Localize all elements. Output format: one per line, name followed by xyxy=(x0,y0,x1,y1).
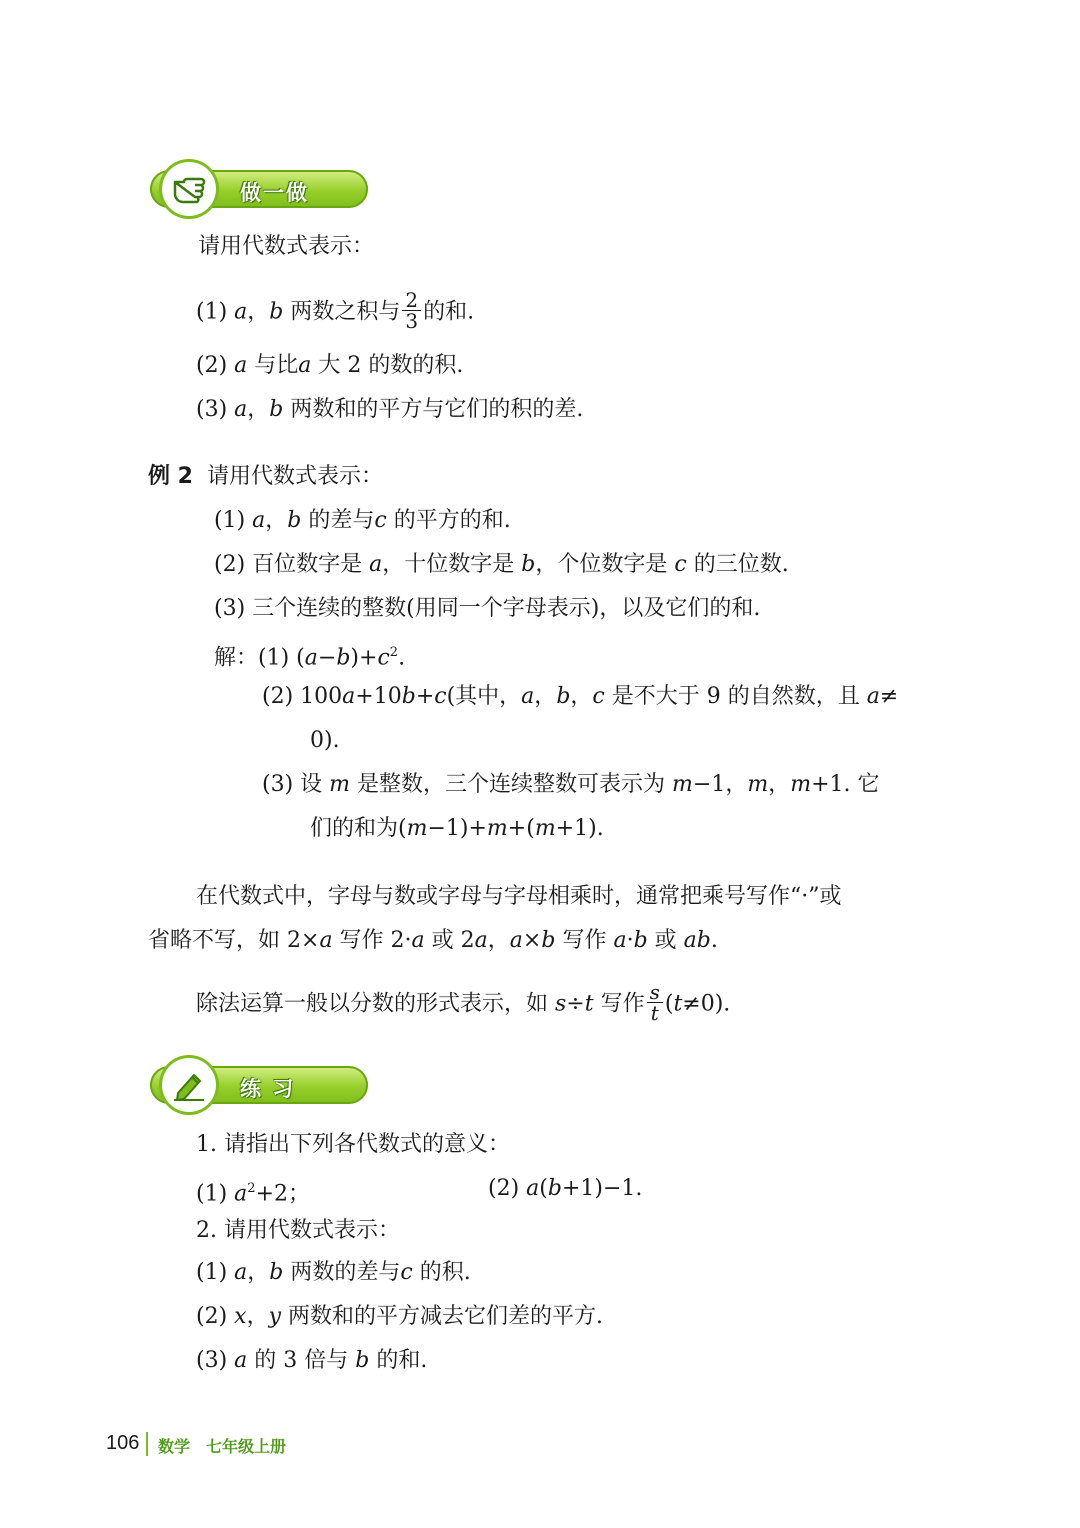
notation-paragraph-line-1: 在代数式中，字母与数或字母与字母相乘时，通常把乘号写作“·”或 xyxy=(196,884,842,909)
fraction: $\frac{2}{3}$ xyxy=(402,290,421,331)
hand-icon xyxy=(162,162,216,216)
exercise-question-1: 1. 请指出下列各代数式的意义： xyxy=(196,1132,510,1157)
solution-2-continued: 0). xyxy=(310,728,340,753)
exercise-2-3: (3) a 的 3 倍与 b 的和. xyxy=(196,1348,428,1373)
fraction: $\frac{s}{t}$ xyxy=(647,982,663,1023)
exercise-question-2: 2. 请用代数式表示： xyxy=(196,1218,400,1243)
book-title: 数学 七年级上册 xyxy=(158,1437,287,1456)
activity-item-3: (3) a，b 两数和的平方与它们的积的差. xyxy=(196,397,584,422)
notation-paragraph-line-2: 省略不写，如 2×a 写作 2·a 或 2a，a×b 写作 a·b 或 ab. xyxy=(148,928,718,953)
solution-2: (2) 100a+10b+c(其中，a，b，c 是不大于 9 的自然数，且 a≠ xyxy=(262,684,899,709)
example-label: 例 2 xyxy=(148,464,193,489)
solution-3-continued: 们的和为(m−1)+m+(m+1). xyxy=(310,816,604,841)
banner-title: 做一做 xyxy=(240,181,309,205)
exercise-1-b: (2) a(b+1)−1. xyxy=(488,1176,643,1201)
solution-1: 解：(1) $(a-b)+c^2$. xyxy=(214,645,406,671)
solution-3: (3) 设 m 是整数，三个连续整数可表示为 m−1，m，m+1. 它 xyxy=(262,772,880,797)
exercise-banner xyxy=(144,1058,372,1114)
example-question-2: (2) 百位数字是 a，十位数字是 b，个位数字是 c 的三位数. xyxy=(214,552,789,577)
pencil-icon xyxy=(162,1058,216,1112)
example-question-3: (3) 三个连续的整数(用同一个字母表示)，以及它们的和. xyxy=(214,596,761,621)
footer-divider xyxy=(146,1432,148,1456)
activity-intro: 请用代数式表示： xyxy=(198,234,375,259)
exercise-1-a: (1) $a^2+2$； xyxy=(196,1181,310,1207)
example-question-1: (1) a，b 的差与c 的平方的和. xyxy=(214,508,511,533)
division-paragraph: 除法运算一般以分数的形式表示，如 s÷t 写作 $\frac{s}{t}$ (t≠0). xyxy=(196,980,731,1025)
exercise-2-2: (2) x，y 两数和的平方减去它们差的平方. xyxy=(196,1304,604,1329)
example-heading: 例 2 请用代数式表示： xyxy=(148,464,383,489)
banner-title: 练 习 xyxy=(240,1077,296,1101)
activity-banner xyxy=(144,162,372,218)
page-number: 106 xyxy=(106,1432,140,1454)
activity-item-1: (1) a，b 两数之积与 $\frac{2}{3}$ 的和. xyxy=(196,288,475,333)
exercise-2-1: (1) a，b 两数的差与c 的积. xyxy=(196,1260,471,1285)
activity-item-2: (2) a 与比a 大 2 的数的积. xyxy=(196,353,464,378)
